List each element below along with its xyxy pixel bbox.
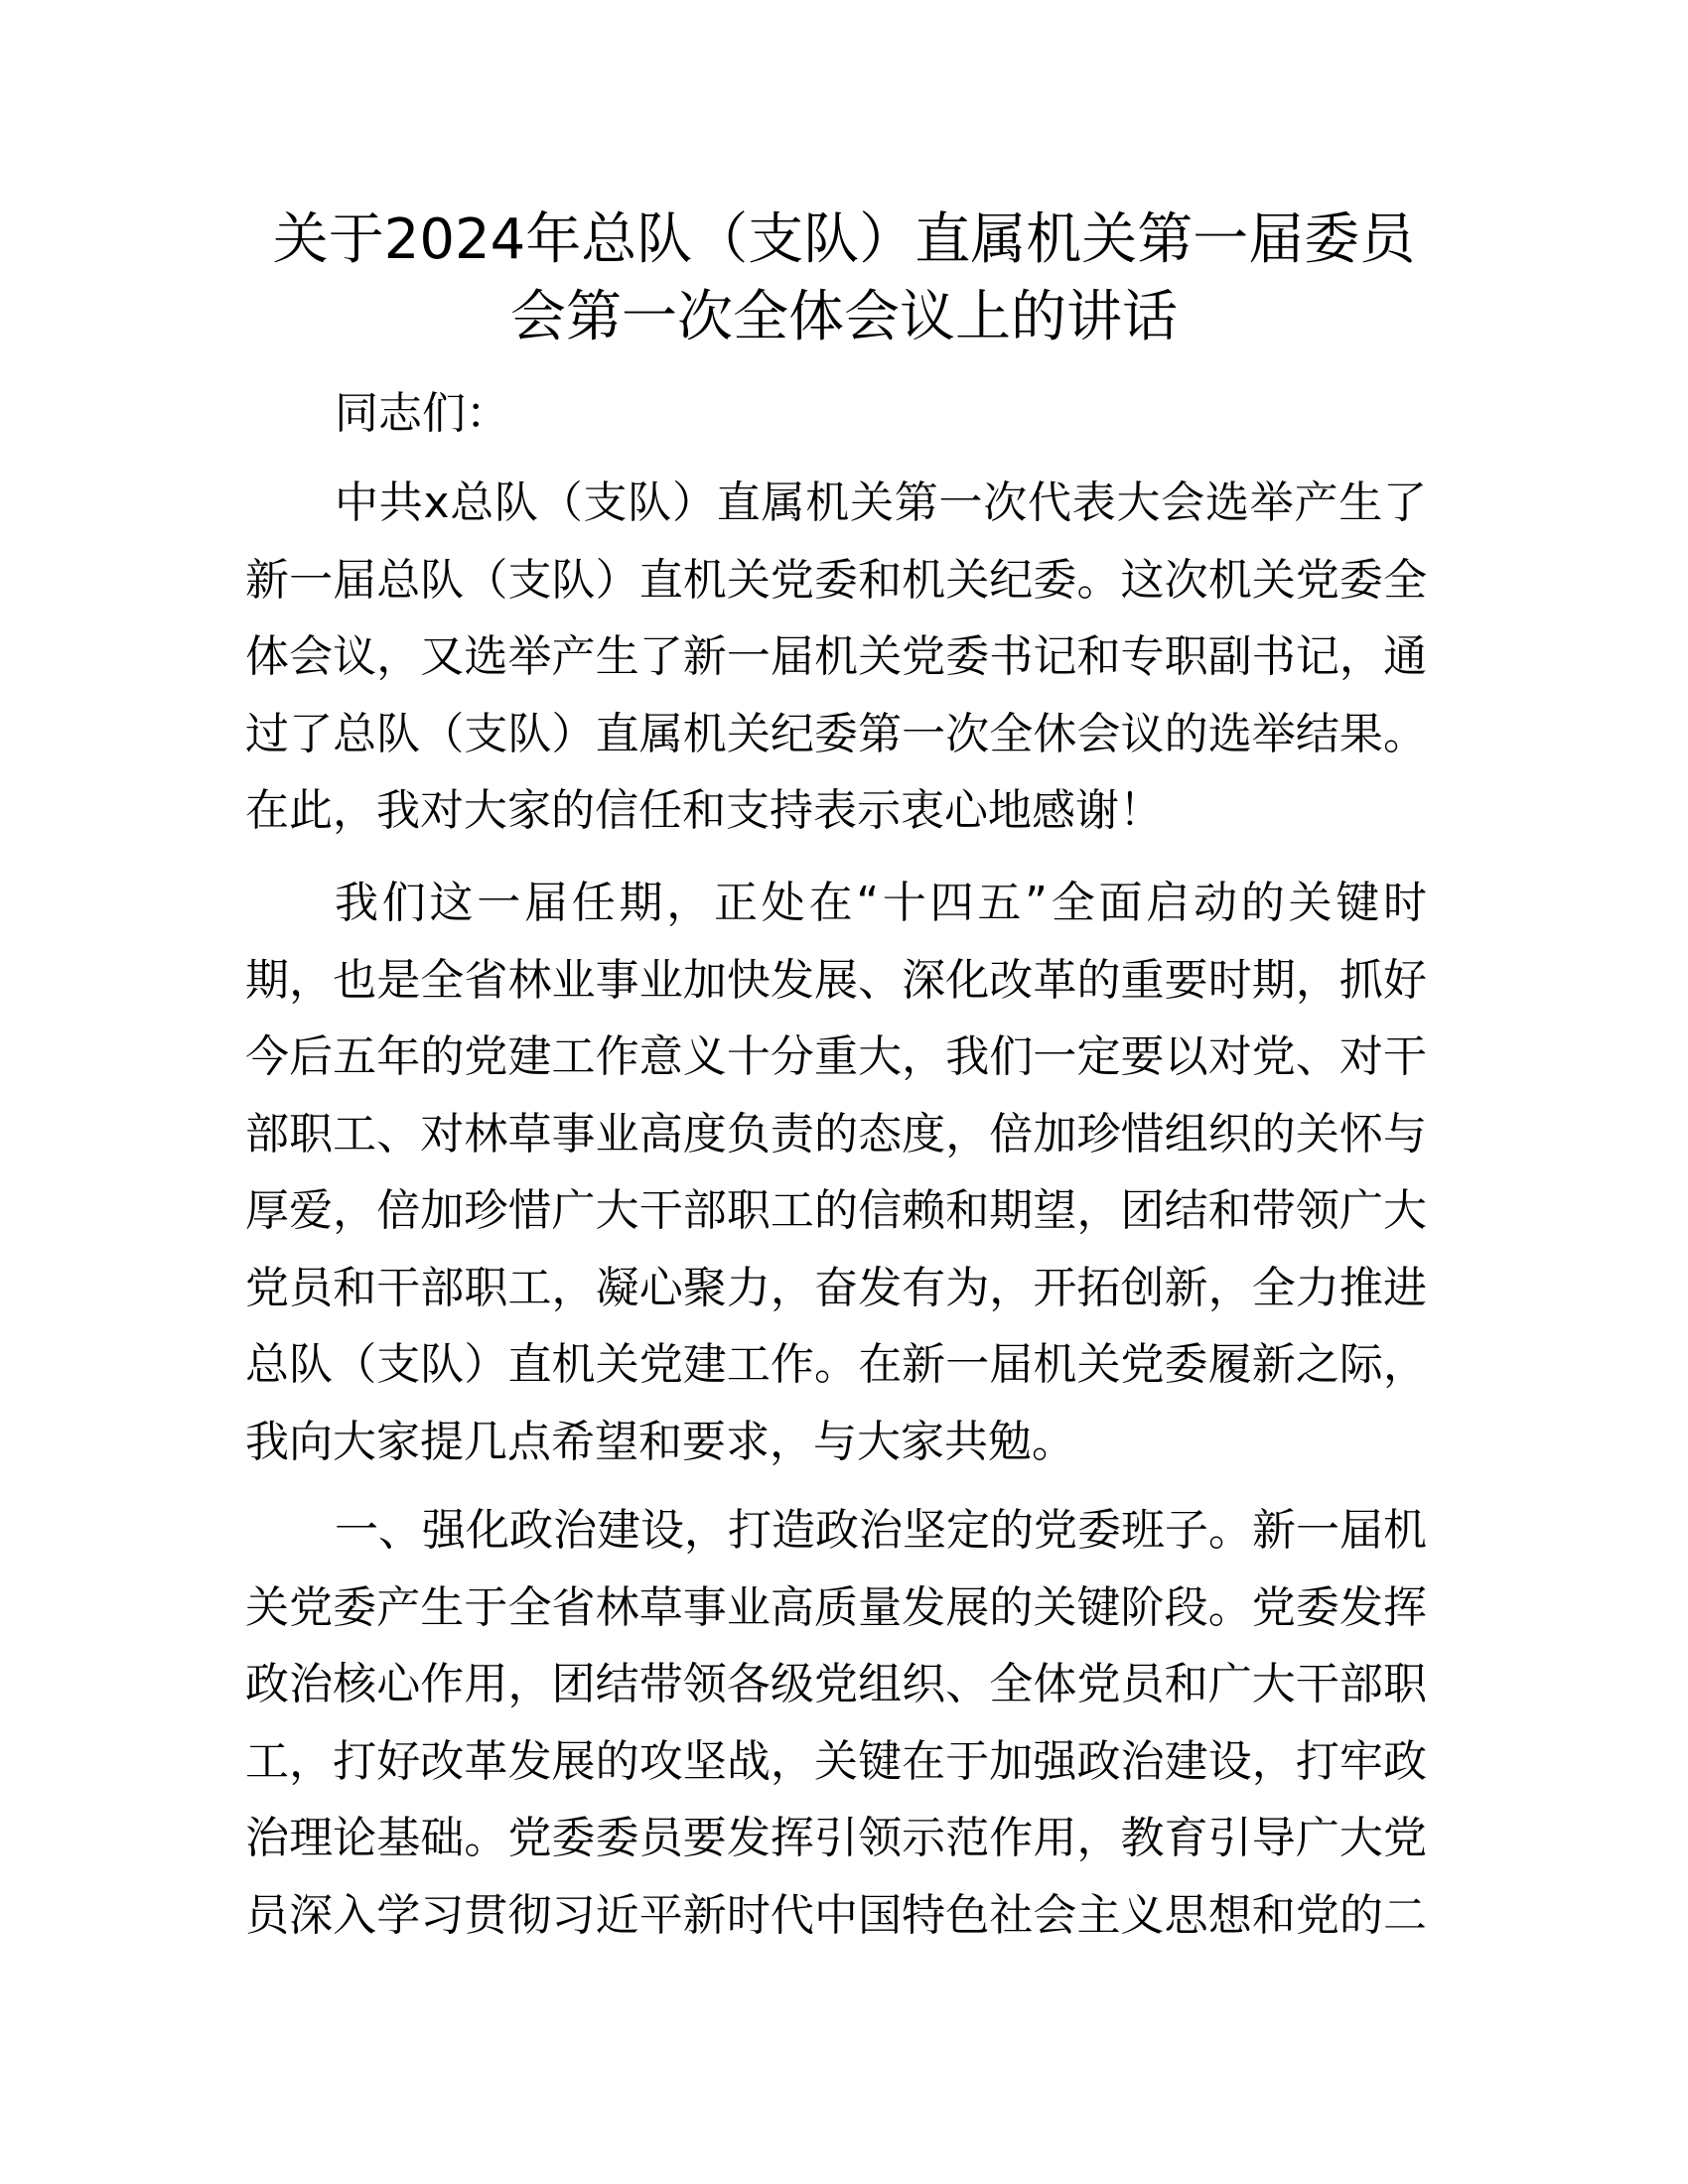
paragraph-3 <box>245 1492 1427 1954</box>
paragraph-line: 党员和干部职工，凝心聚力，奋发有为，开拓创新，全力推进 <box>245 1262 1427 1313</box>
paragraph-line: 体会议，又选举产生了新一届机关党委书记和专职副书记，通 <box>245 631 1427 682</box>
paragraph-line: 过了总队（支队）直属机关纪委第一次全休会议的选举结果。 <box>245 708 1427 759</box>
paragraph-line: 治理论基础。党委委员要发挥引领示范作用，教育引导广大党 <box>245 1813 1427 1863</box>
paragraph-line: 一、强化政治建设，打造政治坚定的党委班子。新一届机 <box>335 1505 1427 1556</box>
paragraph-line: 关党委产生于全省林草事业高质量发展的关键阶段。党委发挥 <box>245 1581 1427 1633</box>
document-title-line-2: 会第一次全体会议上的讲话 <box>510 285 1178 349</box>
paragraph-line: 总队（支队）直机关党建工作。在新一届机关党委履新之际， <box>245 1339 1427 1390</box>
paragraph-line: 在此，我对大家的信任和支持表示衷心地感谢！ <box>245 785 1163 836</box>
greeting: 同志们： <box>335 388 509 439</box>
paragraph-line: 新一届总队（支队）直机关党委和机关纪委。这次机关党委全 <box>245 554 1427 606</box>
paragraph-line: 工，打好改革发展的攻坚战，关键在于加强政治建设，打牢政 <box>245 1735 1427 1787</box>
paragraph-2 <box>245 865 1427 1480</box>
paragraph-line: 部职工、对林草事业高度负责的态度，倍加珍惜组织的关怀与 <box>245 1108 1427 1160</box>
paragraph-line: 我向大家提几点希望和要求，与大家共勉。 <box>245 1416 1075 1467</box>
document-title-line-1: 关于2024年总队（支队）直属机关第一届委员 <box>272 207 1416 272</box>
paragraph-line: 员深入学习贯彻习近平新时代中国特色社会主义思想和党的二 <box>245 1889 1427 1941</box>
paragraph-1 <box>245 465 1427 850</box>
paragraph-line: 政治核心作用，团结带领各级党组织、全体党员和广大干部职 <box>245 1659 1427 1709</box>
paragraph-line: 我们这一届任期，正处在“十四五”全面启动的关键时 <box>335 878 1427 928</box>
paragraph-line: 今后五年的党建工作意义十分重大，我们一定要以对党、对干 <box>245 1031 1427 1082</box>
paragraph-line: 中共x总队（支队）直属机关第一次代表大会选举产生了 <box>335 478 1427 528</box>
paragraph-line: 期，也是全省林业事业加快发展、深化改革的重要时期，抓好 <box>245 954 1427 1006</box>
paragraph-line: 厚爱，倍加珍惜广大干部职工的信赖和期望，团结和带领广大 <box>245 1185 1427 1236</box>
